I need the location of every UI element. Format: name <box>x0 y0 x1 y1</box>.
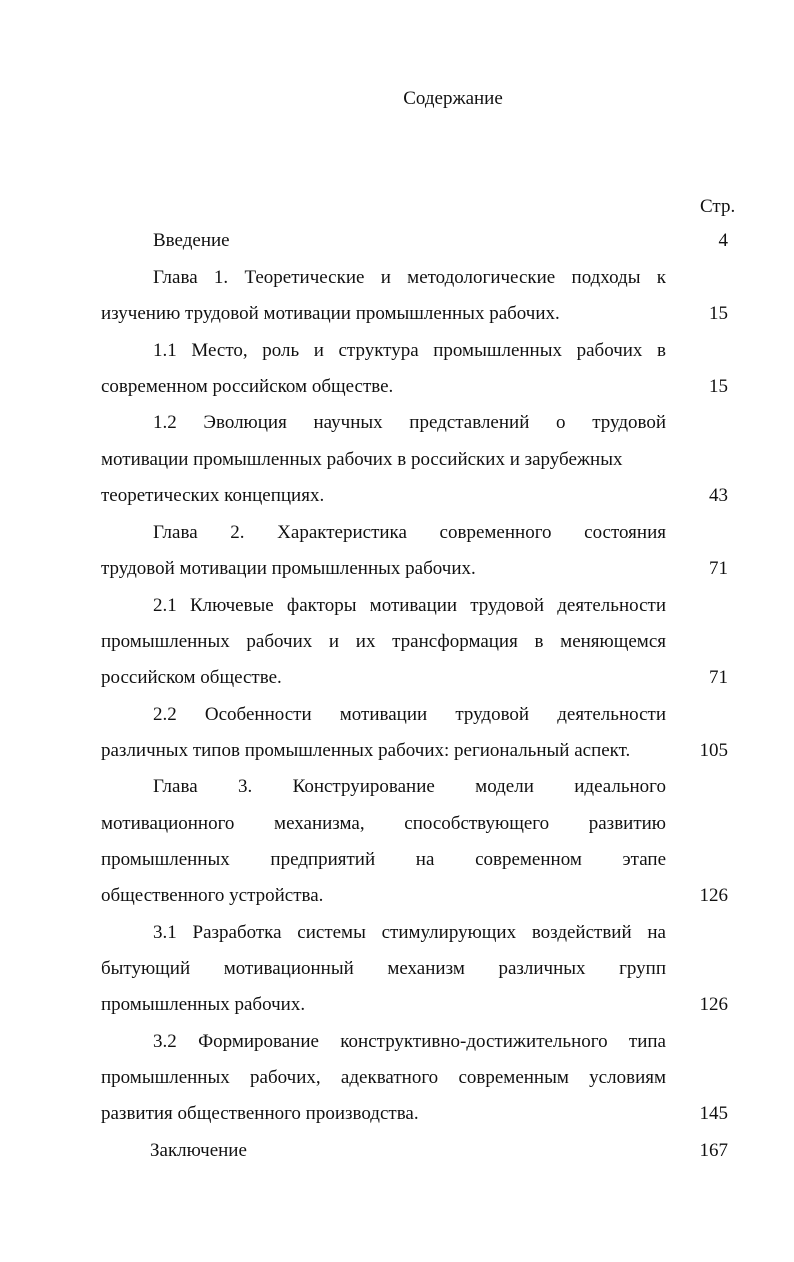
toc-line: развития общественного производства. <box>101 1103 419 1124</box>
toc-line: 3.2 Формирование конструктивно-достижительного типа <box>153 1031 666 1052</box>
toc-page-number: 105 <box>699 740 728 761</box>
toc-line: 2.1 Ключевые факторы мотивации трудовой деятельности <box>153 595 666 616</box>
toc-page-number: 15 <box>709 376 728 397</box>
page-title: Содержание <box>403 88 503 109</box>
toc-line: 1.1 Место, роль и структура промышленных рабочих в <box>153 340 666 361</box>
toc-line: мотивации промышленных рабочих в российских и зарубежных <box>101 449 623 470</box>
toc-line: трудовой мотивации промышленных рабочих. <box>101 558 476 579</box>
toc-line: Глава 3. Конструирование модели идеального <box>153 776 666 797</box>
toc-line: современном российском обществе. <box>101 376 394 397</box>
toc-page-number: 167 <box>699 1140 728 1161</box>
toc-line: Глава 2. Характеристика современного состояния <box>153 522 666 543</box>
toc-line: промышленных рабочих, адекватного современным условиям <box>101 1067 666 1088</box>
toc-line: Заключение <box>150 1140 247 1161</box>
toc-line: промышленных рабочих. <box>101 994 306 1015</box>
toc-page-number: 4 <box>718 230 728 251</box>
toc-line: общественного устройства. <box>101 885 324 906</box>
toc-line: 3.1 Разработка системы стимулирующих воздействий на <box>153 922 666 943</box>
toc-line: Глава 1. Теоретические и методологические подходы к <box>153 267 666 288</box>
toc-page-number: 126 <box>699 885 728 906</box>
toc-page-number: 15 <box>709 303 728 324</box>
toc-line: Введение <box>153 230 230 251</box>
toc-line: изучению трудовой мотивации промышленных рабочих. <box>101 303 560 324</box>
toc-line: 2.2 Особенности мотивации трудовой деятельности <box>153 704 666 725</box>
toc-line: теоретических концепциях. <box>101 485 325 506</box>
toc-line: российском обществе. <box>101 667 282 688</box>
toc-line: 1.2 Эволюция научных представлений о трудовой <box>153 412 666 433</box>
toc-page-number: 145 <box>699 1103 728 1124</box>
toc-page-number: 43 <box>709 485 728 506</box>
toc-page-number: 126 <box>699 994 728 1015</box>
toc-line: бытующий мотивационный механизм различных групп <box>101 958 666 979</box>
toc-line: промышленных рабочих и их трансформация в меняющемся <box>101 631 666 652</box>
toc-line: различных типов промышленных рабочих: региональный аспект. <box>101 740 631 761</box>
toc-line: мотивационного механизма, способствующего развитию <box>101 813 666 834</box>
toc-page-number: 71 <box>709 558 728 579</box>
toc-line: промышленных предприятий на современном этапе <box>101 849 666 870</box>
page-column-label: Стр. <box>700 196 736 217</box>
toc-page-number: 71 <box>709 667 728 688</box>
